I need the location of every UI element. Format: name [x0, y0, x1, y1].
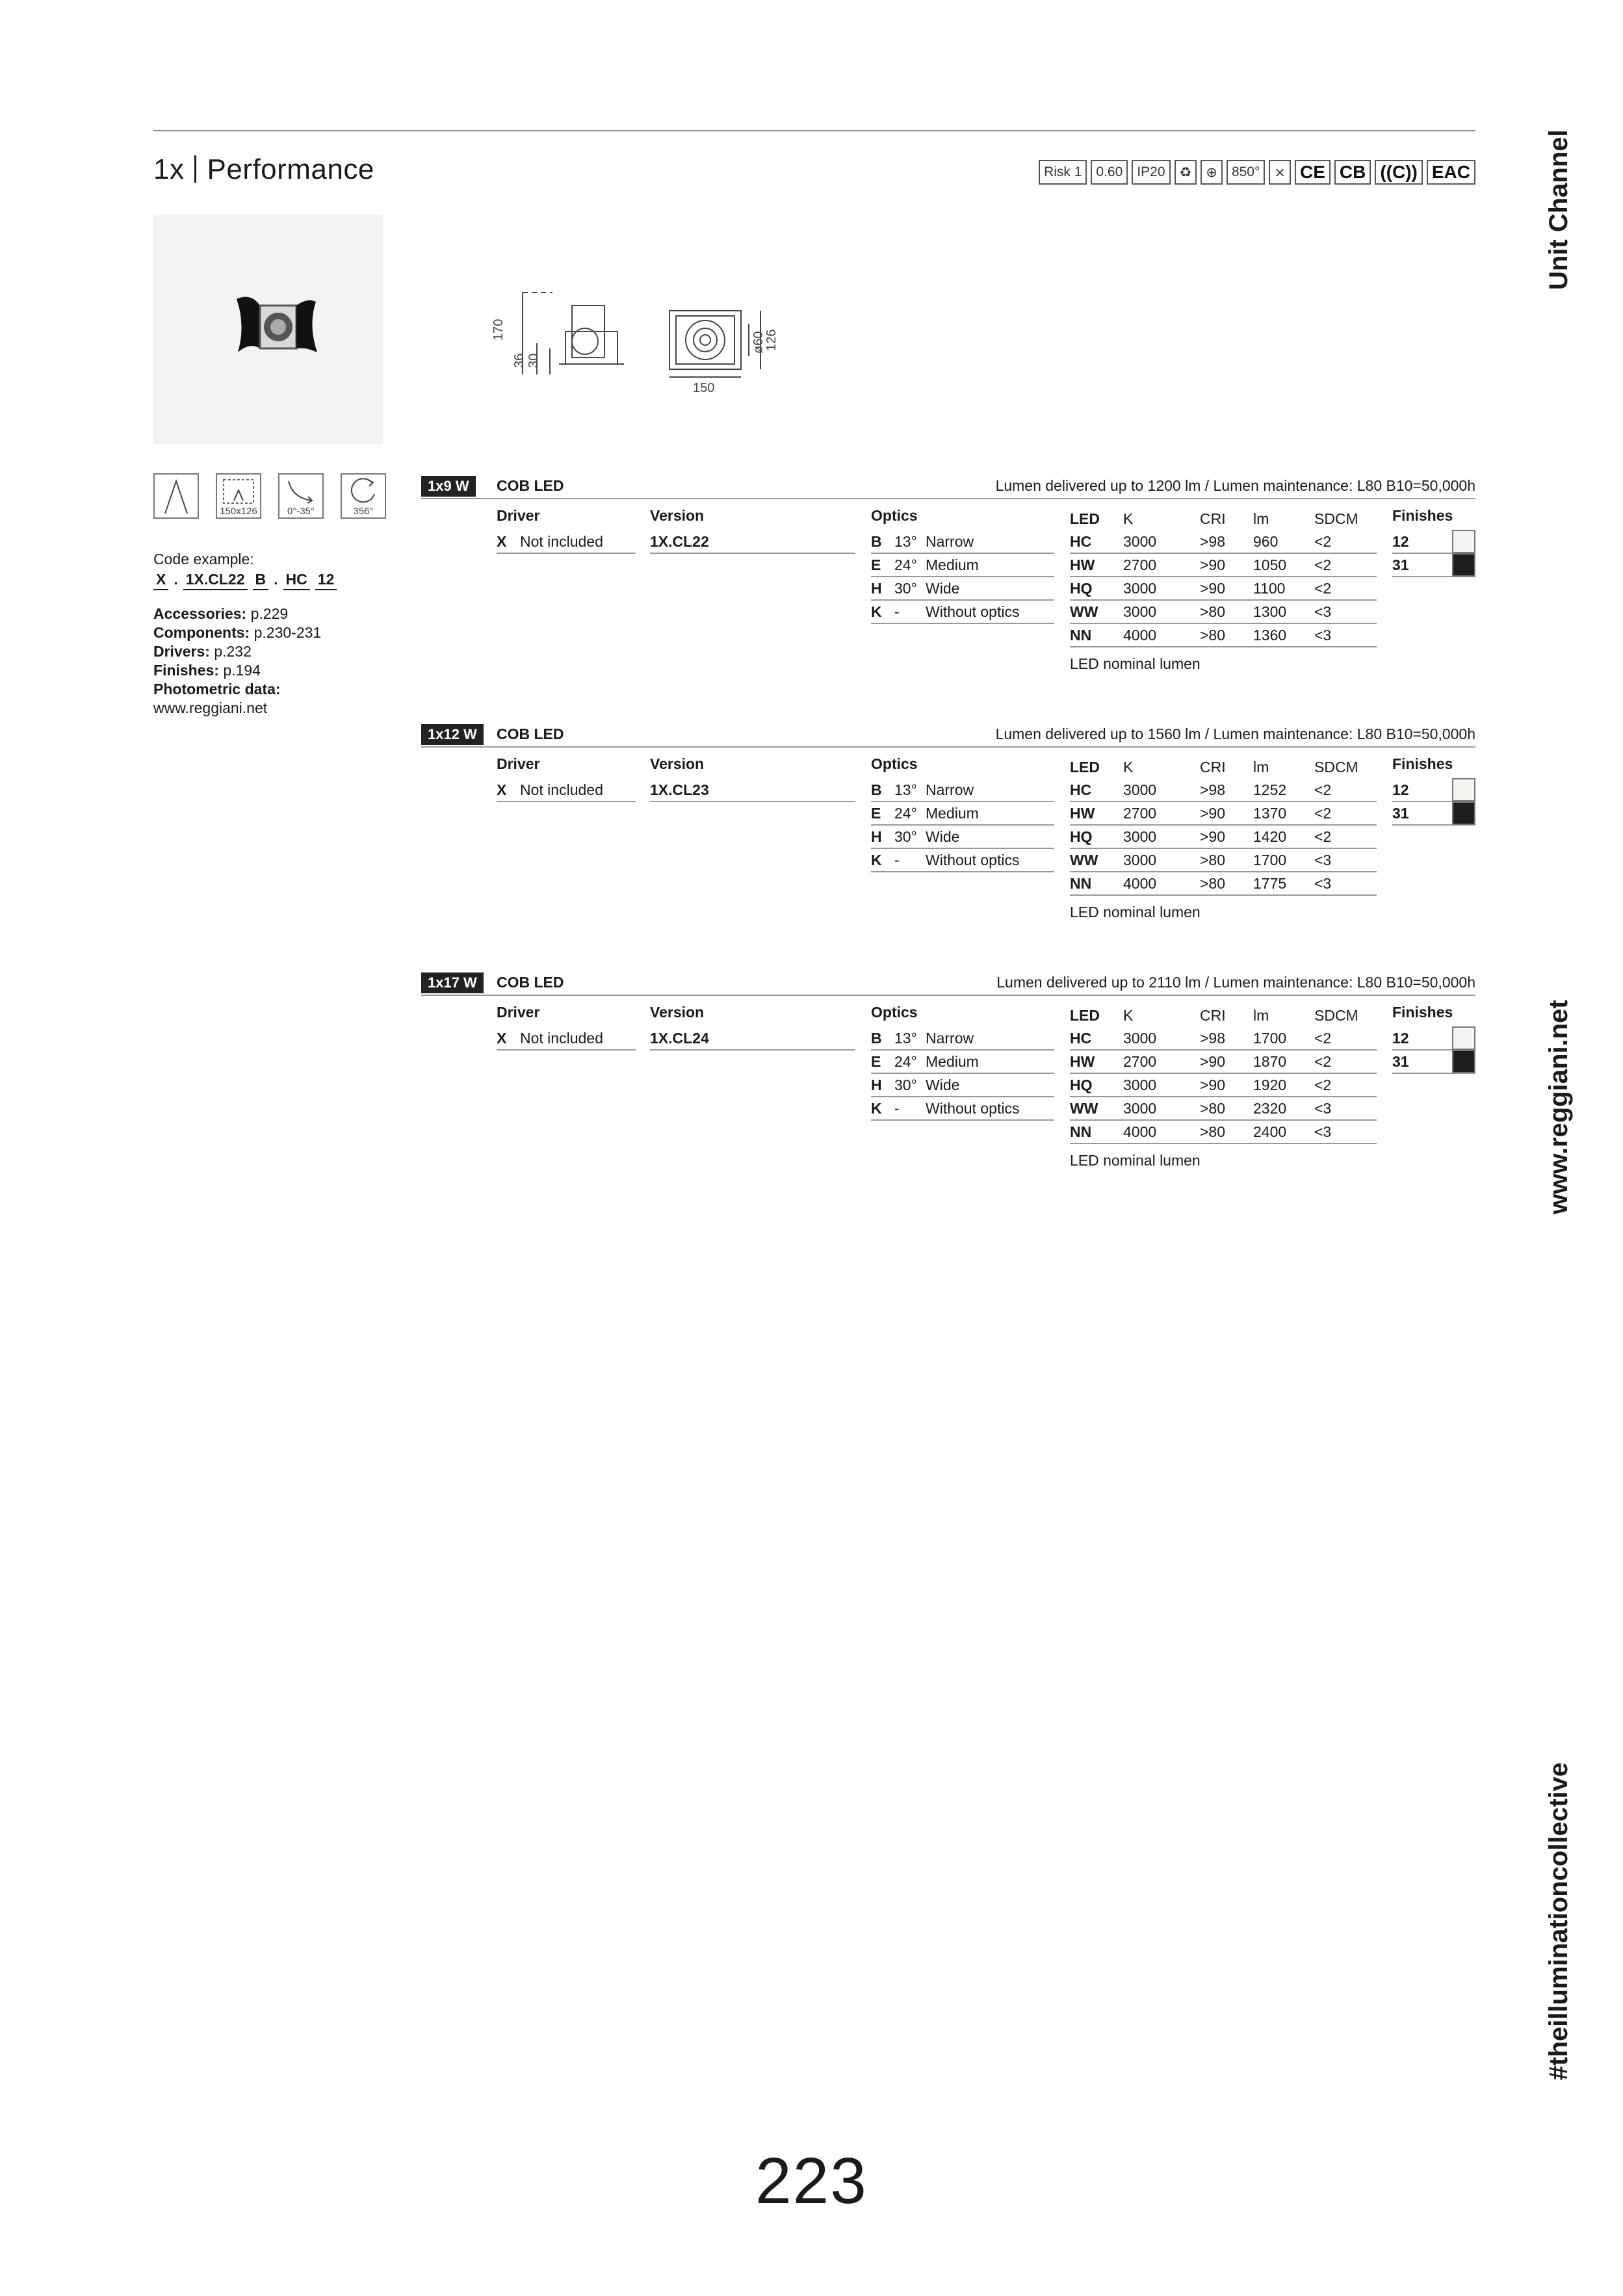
dim-height: 170: [491, 319, 506, 341]
driver-header: Driver: [497, 755, 540, 772]
cc-mark-icon: ((C)): [1375, 160, 1423, 185]
optics-option[interactable]: H 30° Wide: [871, 826, 1054, 849]
led-option[interactable]: HW 2700 >90 1870 <2: [1070, 1050, 1377, 1074]
led-option[interactable]: WW 3000 >80 2320 <3: [1070, 1097, 1377, 1121]
top-divider: [153, 130, 1475, 131]
finish-swatch[interactable]: [1452, 802, 1475, 825]
led-option[interactable]: WW 3000 >80 1300 <3: [1070, 601, 1377, 624]
optics-option[interactable]: H 30° Wide: [871, 577, 1054, 601]
title-family: 1x: [153, 153, 185, 185]
led-option[interactable]: HQ 3000 >90 1420 <2: [1070, 826, 1377, 849]
optics-header: Optics: [871, 507, 918, 524]
finish-option[interactable]: 31: [1392, 554, 1475, 577]
finish-option[interactable]: 12: [1392, 530, 1475, 554]
source-type: COB LED: [497, 477, 564, 494]
ce-mark-icon: CE: [1295, 160, 1331, 185]
finish-swatch[interactable]: [1452, 1026, 1475, 1050]
certification-bar: [1039, 160, 1475, 185]
no-insulation-cover-icon: ⨯: [1269, 160, 1291, 185]
lumen-info: Lumen delivered up to 2110 lm / Lumen maintenance: L80 B10=50,000h: [996, 974, 1475, 991]
photometric-ref: Photometric data:: [153, 681, 281, 698]
optics-option[interactable]: B 13° Narrow: [871, 1027, 1054, 1050]
optics-option[interactable]: B 13° Narrow: [871, 530, 1054, 554]
optics-option[interactable]: K - Without optics: [871, 601, 1054, 624]
led-option[interactable]: WW 3000 >80 1700 <3: [1070, 849, 1377, 872]
version-code[interactable]: 1X.CL24: [650, 1027, 855, 1050]
led-option[interactable]: NN 4000 >80 1775 <3: [1070, 872, 1377, 896]
led-note: LED nominal lumen: [1070, 655, 1201, 672]
led-header-row: LED K CRI lm SDCM: [1070, 1006, 1358, 1024]
technical-drawing: [481, 286, 819, 403]
finish-swatch[interactable]: [1452, 553, 1475, 577]
led-option[interactable]: NN 4000 >80 2400 <3: [1070, 1121, 1377, 1144]
dim-depth: 126: [764, 329, 779, 351]
optics-option[interactable]: H 30° Wide: [871, 1074, 1054, 1097]
finishes-header: Finishes: [1392, 1004, 1453, 1021]
optics-option[interactable]: E 24° Medium: [871, 554, 1054, 577]
finishes-header: Finishes: [1392, 507, 1453, 524]
product-image-icon: [153, 215, 383, 444]
eac-mark-icon: EAC: [1427, 160, 1475, 185]
side-category: Unit Channel: [1544, 129, 1573, 290]
led-column: [1070, 755, 1377, 921]
code-part: 1X.CL22: [183, 570, 248, 590]
finishes-column: [1392, 1004, 1475, 1074]
driver-option[interactable]: X Not included: [497, 779, 636, 802]
source-type: COB LED: [497, 725, 564, 742]
finish-option[interactable]: 12: [1392, 1027, 1475, 1050]
finish-swatch[interactable]: [1452, 530, 1475, 553]
optics-option[interactable]: K - Without optics: [871, 849, 1054, 872]
version-header: Version: [650, 1004, 705, 1021]
led-note: LED nominal lumen: [1070, 904, 1201, 920]
led-header-row: LED K CRI lm SDCM: [1070, 758, 1358, 776]
photometric-link[interactable]: www.reggiani.net: [153, 699, 268, 716]
led-column: [1070, 507, 1377, 673]
cutout-label: 150x126: [220, 506, 257, 517]
beam-angle-icon: [153, 473, 199, 519]
version-column: [650, 1004, 855, 1050]
block-header: [421, 723, 1475, 748]
glow-wire-icon: 850°: [1227, 160, 1265, 185]
code-part: 12: [315, 570, 337, 590]
led-column: [1070, 1004, 1377, 1169]
dim-width: 150: [693, 381, 715, 395]
power-badge: 1x9 W: [421, 476, 476, 497]
finish-option[interactable]: 12: [1392, 779, 1475, 802]
driver-column: [497, 755, 636, 802]
optics-column: [871, 507, 1054, 624]
dim-36: 36: [512, 353, 526, 368]
tilt-label: 0°-35°: [287, 506, 315, 517]
code-example-label: Code example:: [153, 551, 254, 567]
optics-option[interactable]: K - Without optics: [871, 1097, 1054, 1121]
power-badge: 1x12 W: [421, 724, 484, 745]
driver-option[interactable]: X Not included: [497, 1027, 636, 1050]
rotation-icon: [341, 473, 386, 519]
product-photo: [153, 215, 383, 444]
driver-column: [497, 507, 636, 554]
side-hashtag: #theilluminationcollective: [1544, 1762, 1573, 2080]
class-icon: ⊕: [1201, 160, 1223, 185]
optics-column: [871, 1004, 1054, 1121]
finishes-column: [1392, 755, 1475, 826]
code-part: HC: [283, 570, 310, 590]
led-option[interactable]: NN 4000 >80 1360 <3: [1070, 624, 1377, 647]
finishes-column: [1392, 507, 1475, 577]
driver-header: Driver: [497, 507, 540, 524]
risk-group-icon: Risk 1: [1039, 160, 1087, 185]
accessories-ref[interactable]: Accessories: p.229: [153, 605, 289, 622]
drivers-ref[interactable]: Drivers: p.232: [153, 643, 252, 660]
led-option[interactable]: HC 3000 >98 1700 <2: [1070, 1027, 1377, 1050]
weight-kg-icon: 0.60: [1091, 160, 1128, 185]
ip-rating-icon: IP20: [1132, 160, 1170, 185]
driver-header: Driver: [497, 1004, 540, 1021]
dim-30: 30: [526, 353, 541, 368]
title-section: Performance: [207, 153, 374, 185]
version-column: [650, 755, 855, 802]
code-part: .: [174, 571, 178, 588]
led-option[interactable]: HC 3000 >98 1252 <2: [1070, 779, 1377, 802]
led-note: LED nominal lumen: [1070, 1152, 1201, 1169]
led-option[interactable]: HQ 3000 >90 1920 <2: [1070, 1074, 1377, 1097]
finishes-ref[interactable]: Finishes: p.194: [153, 662, 261, 679]
code-part: B: [253, 570, 269, 590]
optics-option[interactable]: E 24° Medium: [871, 1050, 1054, 1074]
finishes-header: Finishes: [1392, 755, 1453, 772]
lumen-info: Lumen delivered up to 1200 lm / Lumen maintenance: L80 B10=50,000h: [995, 477, 1475, 494]
finish-option[interactable]: 31: [1392, 802, 1475, 826]
version-code[interactable]: 1X.CL22: [650, 530, 855, 554]
rotation-label: 356°: [353, 506, 374, 517]
title-separator: [194, 155, 196, 183]
recycle-icon: ♻: [1175, 160, 1197, 185]
code-part: X: [153, 570, 168, 590]
source-type: COB LED: [497, 974, 564, 991]
block-header: [421, 971, 1475, 996]
page-number: 223: [755, 2145, 868, 2217]
code-part: .: [274, 571, 278, 588]
led-option[interactable]: HQ 3000 >90 1100 <2: [1070, 577, 1377, 601]
version-header: Version: [650, 507, 705, 524]
optics-header: Optics: [871, 755, 918, 772]
optics-option[interactable]: B 13° Narrow: [871, 779, 1054, 802]
optics-header: Optics: [871, 1004, 918, 1021]
led-option[interactable]: HW 2700 >90 1050 <2: [1070, 554, 1377, 577]
spec-block: [421, 475, 1475, 672]
cb-mark-icon: CB: [1334, 160, 1371, 185]
led-header-row: LED K CRI lm SDCM: [1070, 510, 1358, 527]
led-option[interactable]: HC 3000 >98 960 <2: [1070, 530, 1377, 554]
finish-option[interactable]: 31: [1392, 1050, 1475, 1074]
finish-swatch[interactable]: [1452, 1050, 1475, 1073]
spec-block: [421, 723, 1475, 920]
driver-option[interactable]: X Not included: [497, 530, 636, 554]
version-code[interactable]: 1X.CL23: [650, 779, 855, 802]
finish-swatch[interactable]: [1452, 778, 1475, 802]
spec-block: [421, 971, 1475, 1169]
version-header: Version: [650, 755, 705, 772]
page-title: [153, 153, 374, 186]
tilt-icon: [278, 473, 324, 519]
driver-column: [497, 1004, 636, 1050]
code-example: [153, 570, 400, 590]
cutout-icon: [216, 473, 261, 519]
side-website[interactable]: www.reggiani.net: [1544, 1000, 1573, 1214]
feature-icons: [153, 473, 386, 519]
power-badge: 1x17 W: [421, 972, 484, 993]
version-column: [650, 507, 855, 554]
led-option[interactable]: HW 2700 >90 1370 <2: [1070, 802, 1377, 826]
block-header: [421, 475, 1475, 499]
optics-option[interactable]: E 24° Medium: [871, 802, 1054, 826]
dim-diameter: ø60: [751, 331, 766, 354]
components-ref[interactable]: Components: p.230-231: [153, 624, 322, 641]
lumen-info: Lumen delivered up to 1560 lm / Lumen maintenance: L80 B10=50,000h: [995, 725, 1475, 742]
optics-column: [871, 755, 1054, 872]
info-panel: [153, 550, 400, 718]
